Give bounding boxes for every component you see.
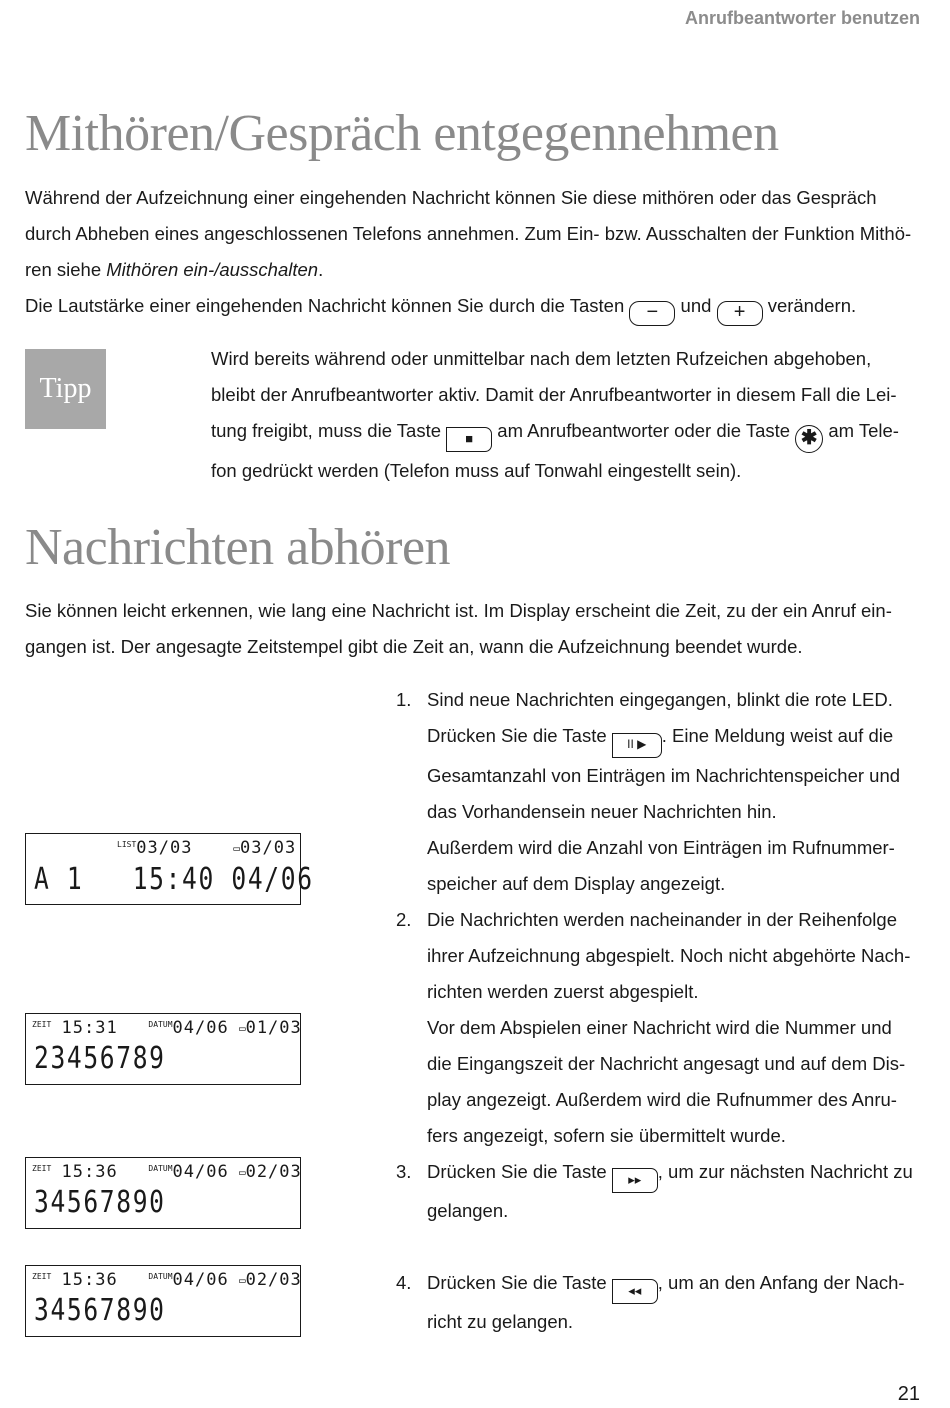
- play-pause-key-icon: II ▶: [612, 733, 662, 758]
- lcd-main-line: 23456789: [34, 1041, 166, 1076]
- text-line: .: [318, 259, 324, 280]
- tip-label: Tipp: [39, 373, 92, 404]
- text-line: speicher auf dem Display angezeigt.: [427, 873, 726, 894]
- text-line: ren siehe: [25, 259, 107, 280]
- text-line: Drücken Sie die Taste: [427, 725, 607, 746]
- lcd-label: DATUM: [148, 1272, 173, 1281]
- lcd-main-line: 34567890: [34, 1185, 166, 1220]
- fast-forward-key-icon: ▸▸: [612, 1168, 658, 1193]
- text-line: die Eingangszeit der Nachricht angesagt und auf dem Dis-: [427, 1053, 906, 1074]
- running-header: Anrufbeantworter benutzen: [684, 8, 920, 28]
- lcd-value: 15:36: [61, 1270, 118, 1290]
- lcd-value: 02/03: [245, 1270, 302, 1290]
- lcd-value: 02/03: [245, 1162, 302, 1182]
- rewind-key-icon: ◂◂: [612, 1279, 658, 1304]
- lcd-display: [25, 1013, 301, 1085]
- tape-icon: ▭: [238, 1022, 246, 1035]
- text-line: durch Abheben eines angeschlossenen Telefons annehmen. Zum Ein- bzw. Ausschalten der Funktion Mithö-: [25, 223, 912, 244]
- text-line: richt zu gelangen.: [427, 1311, 574, 1332]
- text-line: gelangen.: [427, 1200, 509, 1221]
- text-line: gangen ist. Der angesagte Zeitstempel gibt die Zeit an, wann die Aufzeichnung beendet wurde.: [25, 636, 803, 657]
- text-line: Drücken Sie die Taste: [427, 1161, 607, 1182]
- lcd-value: 01/03: [245, 1018, 302, 1038]
- tape-icon: ▭: [238, 1274, 246, 1287]
- text-line: bleibt der Anrufbeantworter aktiv. Damit der Anrufbeantworter in diesem Fall die Lei-: [211, 384, 897, 405]
- text-line: Drücken Sie die Taste: [427, 1272, 607, 1293]
- step-number: 2.: [396, 909, 412, 930]
- step-number: 4.: [396, 1272, 412, 1293]
- page-number: 21: [897, 1383, 920, 1405]
- text-line: am Anrufbeantworter oder die Taste: [497, 420, 791, 441]
- text-line: Während der Aufzeichnung einer eingehenden Nachricht können Sie diese mithören oder das Gespräch: [25, 187, 877, 208]
- tape-icon: ▭: [233, 842, 241, 855]
- lcd-main-line: 34567890: [34, 1293, 166, 1328]
- star-key-icon: ✱: [795, 425, 823, 453]
- text-line: tung freigibt, muss die Taste: [211, 420, 442, 441]
- lcd-label: ZEIT: [32, 1020, 52, 1029]
- step-number: 3.: [396, 1161, 412, 1182]
- lcd-label: LIST: [117, 840, 137, 849]
- lcd-display: [25, 833, 314, 905]
- text-line: Sie können leicht erkennen, wie lang eine Nachricht ist. Im Display erscheint die Zeit, zu der ein Anruf ein-: [25, 600, 892, 621]
- section-heading-mithoeren: Mithören/Gespräch entgegennehmen: [25, 105, 779, 162]
- lcd-display: [25, 1157, 301, 1229]
- minus-key-icon: −: [629, 301, 675, 326]
- section1-paragraph: [25, 180, 920, 326]
- text-line: fers angezeigt, sofern sie übermittelt wurde.: [427, 1125, 786, 1146]
- tip-text: [211, 341, 923, 489]
- text-line: , um zur nächsten Nachricht zu: [657, 1161, 913, 1182]
- lcd-display: [25, 1265, 301, 1337]
- text-line: und: [680, 295, 712, 316]
- text-line: das Vorhandensein neuer Nachrichten hin.: [427, 801, 777, 822]
- text-line: Sind neue Nachrichten eingegangen, blinkt die rote LED.: [427, 689, 893, 710]
- text-line: . Eine Meldung weist auf die: [661, 725, 894, 746]
- text-line: Vor dem Abspielen einer Nachricht wird die Nummer und: [427, 1017, 892, 1038]
- text-line: am Tele-: [828, 420, 899, 441]
- step-number: 1.: [396, 689, 412, 710]
- text-line: , um an den Anfang der Nach-: [657, 1272, 905, 1293]
- text-line: Die Lautstärke einer eingehenden Nachricht können Sie durch die Tasten: [25, 295, 625, 316]
- text-line: richten werden zuerst abgespielt.: [427, 981, 699, 1002]
- lcd-value: 04/06: [172, 1270, 229, 1290]
- step-list: [396, 682, 926, 1340]
- lcd-label: DATUM: [148, 1020, 173, 1029]
- lcd-value: 15:36: [61, 1162, 118, 1182]
- lcd-value: 04/06: [172, 1162, 229, 1182]
- lcd-value: 15:31: [61, 1018, 118, 1038]
- section2-paragraph: [25, 593, 920, 665]
- text-line: play angezeigt. Außerdem wird die Rufnummer des Anru-: [427, 1089, 897, 1110]
- lcd-label: ZEIT: [32, 1164, 52, 1173]
- section-heading-nachrichten: Nachrichten abhören: [25, 519, 451, 576]
- text-line: fon gedrückt werden (Telefon muss auf Tonwahl eingestellt sein).: [211, 460, 742, 481]
- list-item: [396, 682, 926, 902]
- list-item: [396, 902, 926, 1154]
- stop-key-icon: ■: [446, 427, 492, 452]
- list-item: [396, 1265, 926, 1340]
- lcd-label: ZEIT: [32, 1272, 52, 1281]
- lcd-value: 03/03: [136, 838, 193, 858]
- list-item: [396, 1154, 926, 1229]
- lcd-label: DATUM: [148, 1164, 173, 1173]
- text-line: verändern.: [767, 295, 857, 316]
- tip-badge: [25, 349, 106, 429]
- text-line: Außerdem wird die Anzahl von Einträgen im Rufnummer-: [427, 837, 895, 858]
- lcd-value: 03/03: [240, 838, 297, 858]
- text-line: Wird bereits während oder unmittelbar nach dem letzten Rufzeichen abgehoben,: [211, 348, 872, 369]
- plus-key-icon: +: [717, 301, 763, 326]
- text-line: ihrer Aufzeichnung abgespielt. Noch nicht abgehörte Nach-: [427, 945, 911, 966]
- text-line: Die Nachrichten werden nacheinander in der Reihenfolge: [427, 909, 897, 930]
- lcd-value: 04/06: [172, 1018, 229, 1038]
- text-line: Gesamtanzahl von Einträgen im Nachrichtenspeicher und: [427, 765, 901, 786]
- cross-reference: Mithören ein-/ausschalten: [106, 259, 319, 280]
- lcd-main-line: A 1 15:40 04/06: [34, 862, 314, 897]
- tape-icon: ▭: [238, 1166, 246, 1179]
